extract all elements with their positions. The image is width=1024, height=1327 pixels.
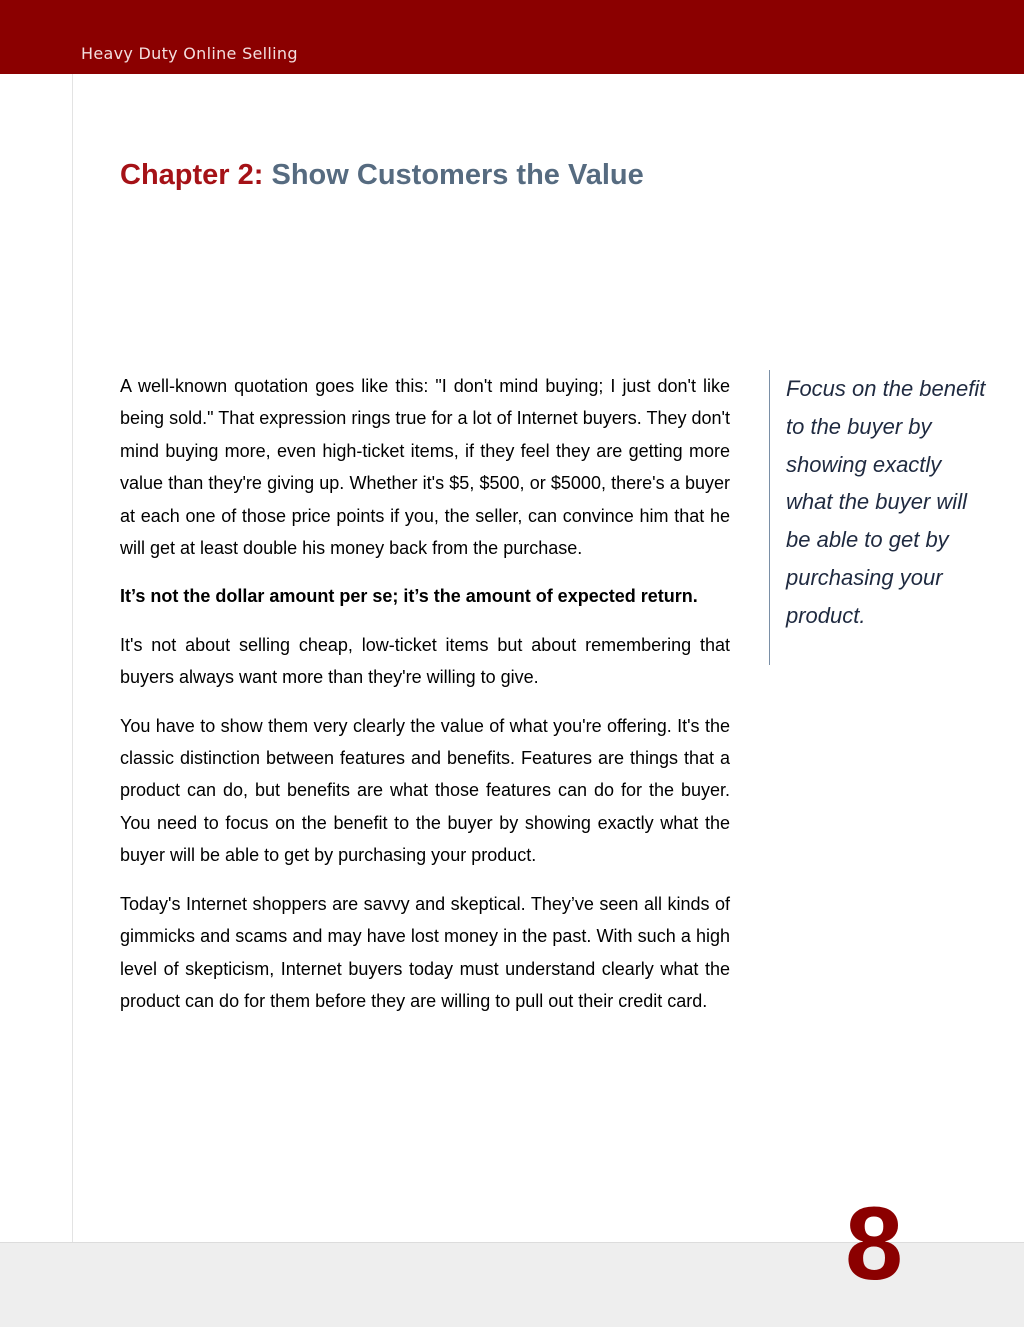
header-title: Heavy Duty Online Selling xyxy=(81,44,298,63)
left-margin-rule xyxy=(72,74,73,1242)
chapter-name: Show Customers the Value xyxy=(271,159,644,191)
body-text xyxy=(120,370,730,1033)
paragraph-key-point: It’s not the dollar amount per se; it’s the amount of expected return. xyxy=(120,586,698,607)
page-number: 8 xyxy=(845,1186,903,1302)
chapter-number: Chapter 2: xyxy=(120,159,264,191)
paragraph-quotation: A well-known quotation goes like this: "I don't mind buying; I just don't like being sold." That expression rings true for a lot of Internet buyers. They don't mind buying more, even high-ticket items, if they feel they are getting more value than they're giving up. Whether it's $5, $500, or $5000, there's a buyer at each one of those price points if you, the seller, can convince him that he will get at least double his money back from the purchase. xyxy=(120,376,730,559)
chapter-title xyxy=(120,157,644,193)
paragraph-not-cheap: It's not about selling cheap, low-ticket items but about remembering that buyers always want more than they're willing to give. xyxy=(120,634,730,688)
sidebar-callout xyxy=(769,370,986,665)
sidebar-quote: Focus on the benefit to the buyer by showing exactly what the buyer will be able to get by purchasing your product. xyxy=(786,376,986,628)
header-band xyxy=(0,0,1024,74)
paragraph-skeptical-shoppers: Today's Internet shoppers are savvy and skeptical. They’ve seen all kinds of gimmicks and scams and may have lost money in the past. With such a high level of skepticism, Internet buyers today must understand clearly what the product can do for them before they are willing to pull out their credit card. xyxy=(120,893,730,1011)
paragraph-features-benefits: You have to show them very clearly the value of what you're offering. It's the classic distinction between features and benefits. Features are things that a product can do, but benefits are what those features can do for the buyer. You need to focus on the benefit to the buyer by showing exactly what the buyer will be able to get by purchasing your product. xyxy=(120,715,730,866)
